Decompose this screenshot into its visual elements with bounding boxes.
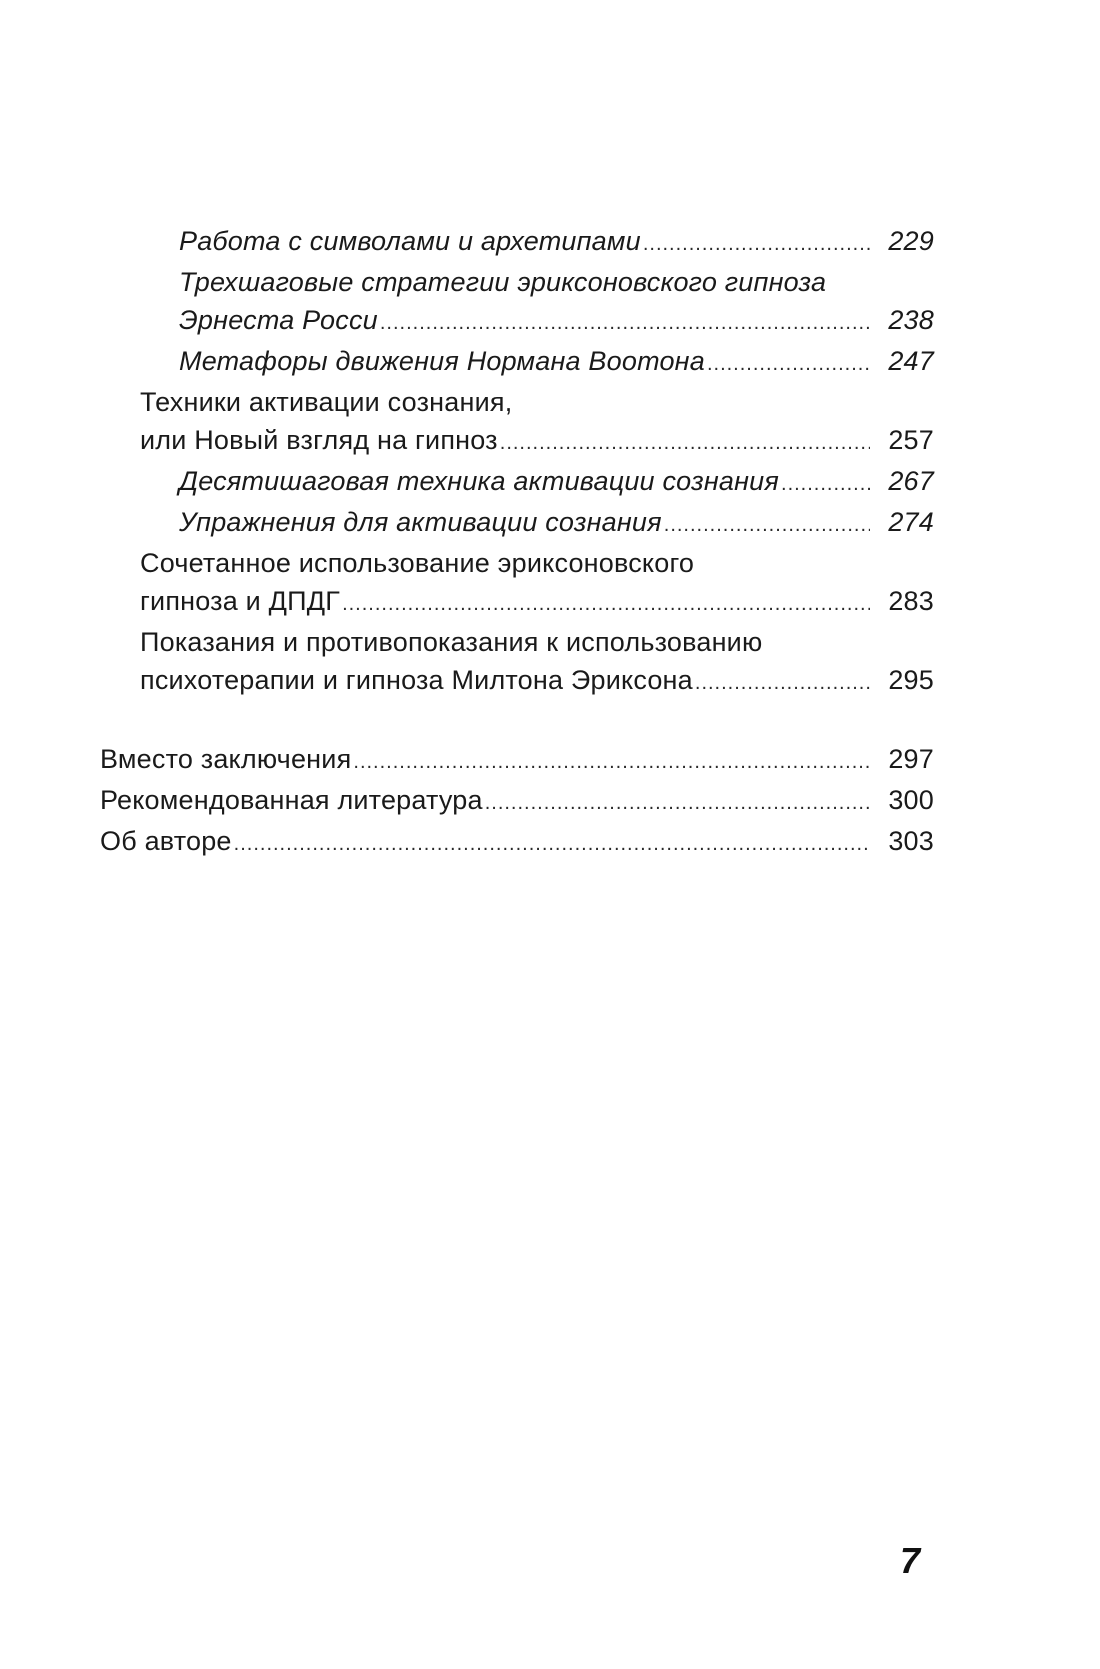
toc-entry-last-line xyxy=(140,582,934,623)
dot-leader xyxy=(664,503,870,544)
toc-entry-last-line xyxy=(140,661,934,702)
toc-entry-title: Эрнеста Росси xyxy=(179,305,378,335)
toc-entry-last-line xyxy=(140,421,934,462)
toc-page-number: 297 xyxy=(888,744,934,774)
toc-entry-line xyxy=(140,383,934,421)
toc-entry-title: Метафоры движения Нормана Воотона xyxy=(179,346,705,376)
toc-entry-title: Показания и противопоказания к использованию xyxy=(140,627,763,657)
dot-leader xyxy=(342,582,870,623)
toc-entry-line xyxy=(140,623,934,661)
toc-page-number: 283 xyxy=(888,586,934,616)
toc-entry xyxy=(100,544,934,623)
dot-leader xyxy=(707,342,870,383)
toc-page-number: 303 xyxy=(888,826,934,856)
dot-leader xyxy=(695,661,870,702)
toc-entry xyxy=(100,740,934,781)
toc-entry-title: психотерапии и гипноза Милтона Эриксона xyxy=(140,665,693,695)
toc-page-number: 229 xyxy=(888,226,934,256)
toc-entry-last-line xyxy=(100,822,934,863)
toc-entry-title: Сочетанное использование эриксоновского xyxy=(140,548,695,578)
toc-entry-title: Работа с символами и архетипами xyxy=(179,226,641,256)
toc-entry-last-line xyxy=(179,503,934,544)
toc-entry xyxy=(100,503,934,544)
toc-page-number: 247 xyxy=(888,346,934,376)
toc-page-number: 300 xyxy=(888,785,934,815)
toc-entry-last-line xyxy=(100,781,934,822)
toc-page-number: 274 xyxy=(888,507,934,537)
toc-page-number: 257 xyxy=(888,425,934,455)
toc-entry-title: Вместо заключения xyxy=(100,744,352,774)
dot-leader xyxy=(380,301,870,342)
toc-page-number: 238 xyxy=(888,305,934,335)
dot-leader xyxy=(500,421,870,462)
toc-page-number: 295 xyxy=(888,665,934,695)
toc-entry-last-line xyxy=(179,462,934,503)
dot-leader xyxy=(643,222,870,263)
toc-entry xyxy=(100,222,934,263)
dot-leader xyxy=(781,462,870,503)
toc-entry xyxy=(100,462,934,503)
toc-entry-line xyxy=(179,263,934,301)
toc-entry xyxy=(100,383,934,462)
toc-entry-line xyxy=(140,544,934,582)
toc-page-number: 267 xyxy=(888,466,934,496)
toc-entry-last-line xyxy=(179,222,934,263)
toc-entry-title: Упражнения для активации сознания xyxy=(179,507,662,537)
dot-leader xyxy=(234,822,870,863)
toc-entry-title: Рекомендованная литература xyxy=(100,785,483,815)
dot-leader xyxy=(485,781,870,822)
toc-entry xyxy=(100,822,934,863)
toc-entry-title: Об авторе xyxy=(100,826,232,856)
toc-entry-last-line xyxy=(179,342,934,383)
toc-entry-title: Техники активации сознания, xyxy=(140,387,513,417)
toc-entry-title: Трехшаговые стратегии эриксоновского гипноза xyxy=(179,267,827,297)
toc-entry xyxy=(100,263,934,342)
page-number: 7 xyxy=(900,1540,921,1581)
toc-entry-last-line xyxy=(100,740,934,781)
toc-entry-title: гипноза и ДПДГ xyxy=(140,586,341,616)
toc-entry xyxy=(100,781,934,822)
toc-entry xyxy=(100,342,934,383)
toc-entry xyxy=(100,623,934,702)
table-of-contents xyxy=(100,222,934,863)
toc-entry-last-line xyxy=(179,301,934,342)
toc-entry-title: Десятишаговая техника активации сознания xyxy=(179,466,780,496)
toc-entry-title: или Новый взгляд на гипноз xyxy=(140,425,498,455)
dot-leader xyxy=(353,740,870,781)
